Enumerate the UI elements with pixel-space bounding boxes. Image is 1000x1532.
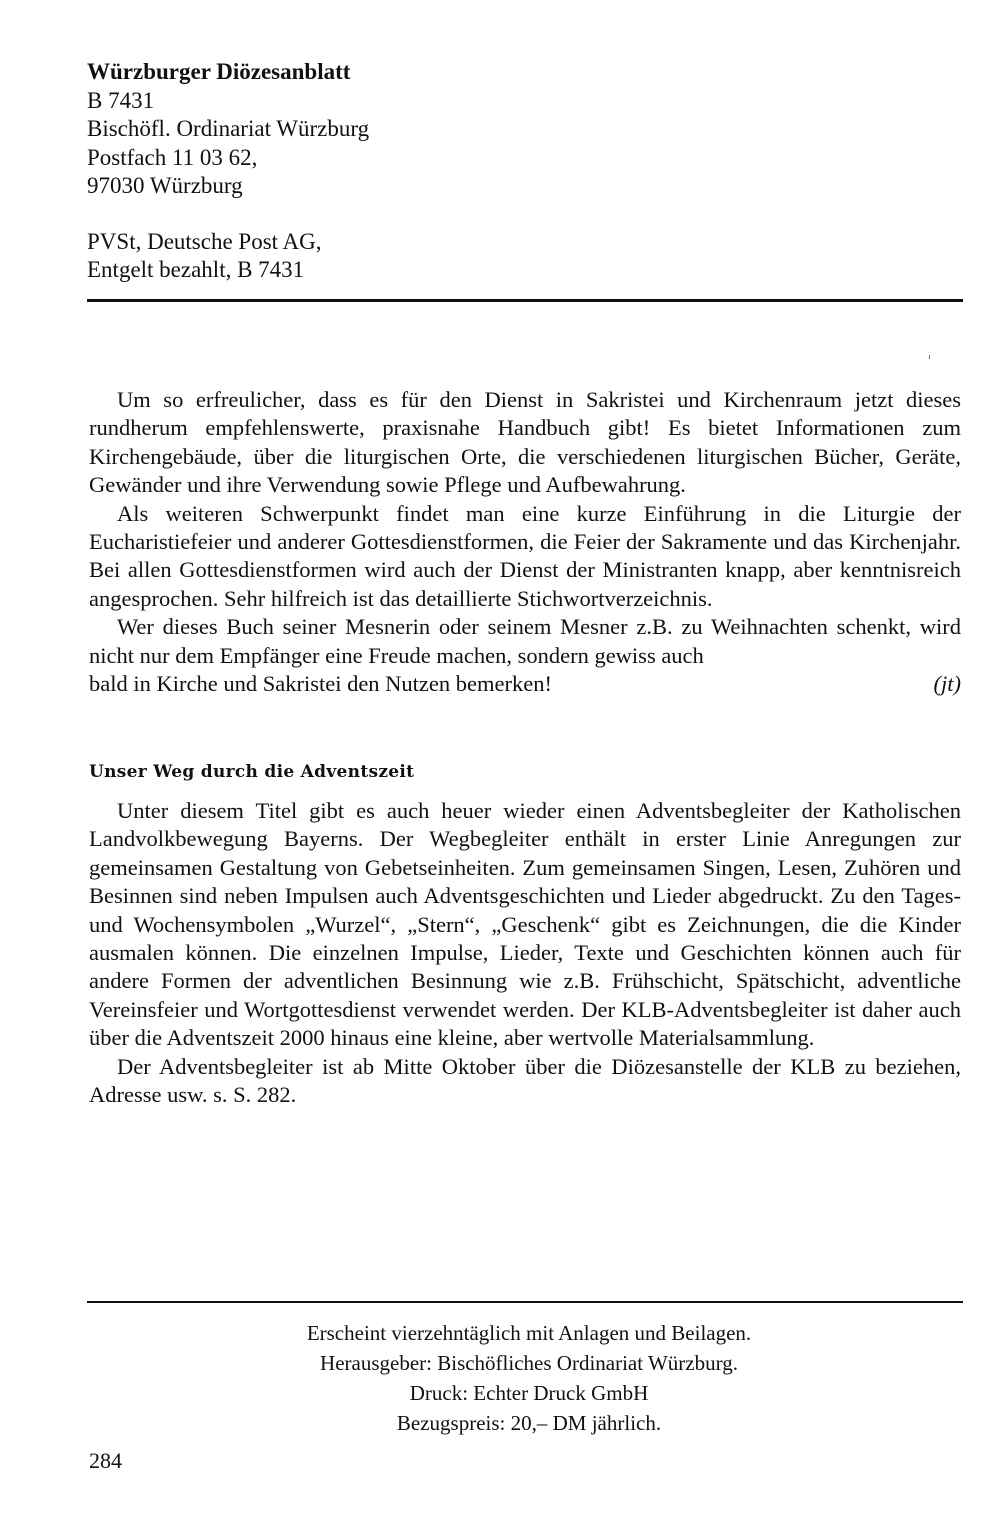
- review-paragraph-3: [89, 613, 961, 670]
- masthead-address-block: [87, 58, 587, 285]
- sender-name: Bischöfl. Ordinariat Würzburg: [87, 116, 370, 141]
- imprint-frequency: Erscheint vierzehntäglich mit Anlagen und Beilagen.: [306, 1321, 752, 1345]
- review-paragraph-3-end: bald in Kirche und Sakristei den Nutzen bemerken!: [89, 671, 552, 697]
- imprint-price: Bezugspreis: 20,– DM jährlich.: [396, 1411, 662, 1435]
- page-number: 284: [89, 1448, 122, 1473]
- publication-title: Würzburger Diözesanblatt: [87, 59, 351, 84]
- imprint-block: [188, 1318, 870, 1438]
- postal-note-line1: PVSt, Deutsche Post AG,: [87, 228, 322, 254]
- publication-code: B 7431: [87, 87, 155, 113]
- review-closing-line: [89, 670, 961, 698]
- advent-article: [89, 797, 961, 1109]
- review-paragraph-1: Um so erfreulicher, dass es für den Dienst in Sakristei und Kirchenraum jetzt dieses rundherum empfehlenswerte, praxisnahe Handbuch gibt! Es bietet Informationen zum Kirchengebäude, über die liturgischen Orte, die verschiedenen liturgischen Bücher, Geräte, Gewänder und ihre Verwendung sowie Pflege und Aufbewahrung.: [89, 387, 961, 498]
- review-paragraph-2: Als weiteren Schwerpunkt findet man eine kurze Einführung in die Liturgie der Eucharistiefeier und anderer Gottesdienstformen, die Feier der Sakramente und das Kirchenjahr. Bei allen Gottesdienstformen wird auch der Dienst der Ministranten knapp, aber kenntnisreich angesprochen. Sehr hilfreich ist das detaillierte Stichwortverzeichnis.: [89, 500, 961, 611]
- imprint-printer: Druck: Echter Druck GmbH: [409, 1381, 649, 1405]
- sender-postbox: Postfach 11 03 62,: [87, 144, 258, 170]
- imprint-publisher: Herausgeber: Bischöfliches Ordinariat Würzburg.: [320, 1351, 738, 1375]
- section-heading-advent: Unser Weg durch die Adventszeit: [89, 762, 415, 782]
- spacer: [87, 201, 587, 228]
- advent-paragraph-1: Unter diesem Titel gibt es auch heuer wieder einen Adventsbegleiter der Katholischen Landvolkbewegung Bayerns. Der Wegbegleiter enthält in erster Linie Anregungen zur gemeinsamen Gestaltung von Gebetseinheiten. Zum gemeinsamen Singen, Lesen, Zuhören und Besinnen sind neben Impulsen auch Adventsgeschichten und Lieder abgedruckt. Zu den Tages- und Wochensymbolen „Wurzel“, „Stern“, „Geschenk“ gibt es Zeichnungen, die die Kinder ausmalen können. Die einzelnen Impulse, Lieder, Texte und Geschichten können auch für andere Formen der adventlichen Besinnung wie z.B. Frühschicht, Spätschicht, adventliche Vereinsfeier und Wortgottesdienst verwendet werden. Der KLB-Adventsbegleiter ist daher auch über die Adventszeit 2000 hinaus eine kleine, aber wertvolle Materialsammlung.: [89, 798, 961, 1051]
- book-review-continuation: [89, 386, 961, 698]
- sender-city: 97030 Würzburg: [87, 173, 243, 198]
- advent-paragraph-2: Der Adventsbegleiter ist ab Mitte Oktober über die Diözesanstelle der KLB zu beziehen, Adresse usw. s. S. 282.: [89, 1053, 961, 1108]
- author-signature: (jt): [933, 671, 961, 697]
- bottom-divider: [87, 1301, 963, 1303]
- postal-note-line2: Entgelt bezahlt, B 7431: [87, 257, 305, 282]
- review-paragraph-3-text: Wer dieses Buch seiner Mesnerin oder seinem Mesner z.B. zu Weihnachten schenkt, wird nicht nur dem Empfänger eine Freude machen, sondern gewiss auch: [89, 614, 961, 668]
- scan-speck: [929, 355, 930, 359]
- top-divider: [87, 299, 963, 302]
